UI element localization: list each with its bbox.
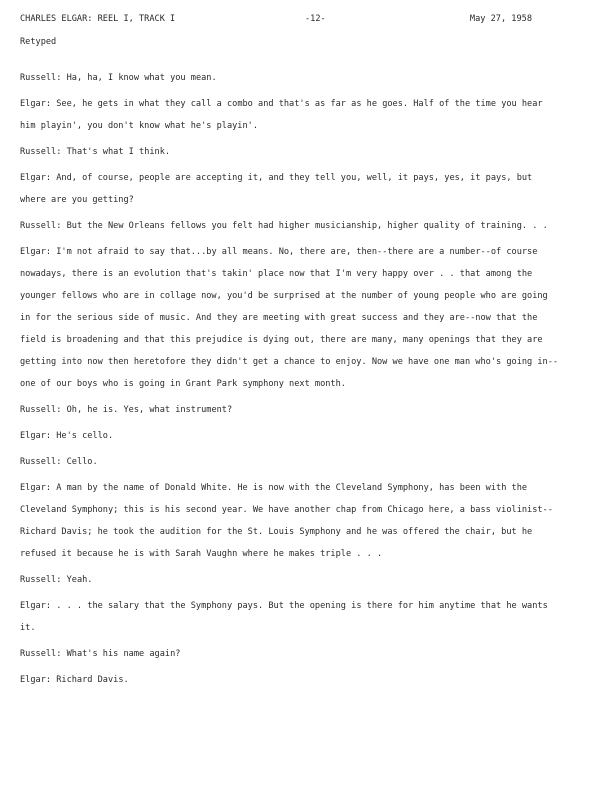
- spoken-text: What's his name again?: [66, 649, 181, 659]
- spoken-text: Oh, he is. Yes, what instrument?: [66, 405, 233, 415]
- spoken-text: But the New Orleans fellows you felt had higher musicianship, higher quality of training. . .: [66, 221, 548, 231]
- transcript-body: [20, 67, 560, 695]
- spoken-text: See, he gets in what they call a combo and that's as far as he goes. Half of the time you hear him playin', you don't know what he's playin'.: [20, 99, 543, 131]
- transcript-line: [20, 67, 560, 89]
- transcript-line: [20, 167, 560, 211]
- speaker-label: Elgar:: [20, 173, 52, 183]
- header-date: May 27, 1958: [469, 14, 532, 24]
- speaker-label: Russell:: [20, 575, 62, 585]
- speaker-label: Russell:: [20, 73, 62, 83]
- speaker-label: Elgar:: [20, 99, 52, 109]
- transcript-line: [20, 399, 560, 421]
- speaker-label: Elgar:: [20, 247, 52, 257]
- page-number: -12-: [305, 14, 326, 24]
- spoken-text: Richard Davis.: [56, 675, 129, 685]
- spoken-text: Cello.: [66, 457, 98, 467]
- transcript-line: [20, 141, 560, 163]
- spoken-text: Yeah.: [66, 575, 93, 585]
- transcript-line: [20, 93, 560, 137]
- transcript-line: [20, 425, 560, 447]
- transcript-line: [20, 595, 560, 639]
- transcript-line: [20, 569, 560, 591]
- transcript-line: [20, 477, 560, 565]
- transcript-line: [20, 451, 560, 473]
- page-header: [20, 14, 532, 28]
- retyped-note: Retyped: [20, 37, 57, 47]
- transcript-line: [20, 215, 560, 237]
- header-title: CHARLES ELGAR: REEL I, TRACK I: [20, 14, 176, 24]
- spoken-text: He's cello.: [56, 431, 114, 441]
- transcript-line: [20, 643, 560, 665]
- speaker-label: Elgar:: [20, 483, 52, 493]
- spoken-text: And, of course, people are accepting it, and they tell you, well, it pays, yes, it pays, but where are you getting?: [20, 173, 533, 205]
- speaker-label: Russell:: [20, 649, 62, 659]
- transcript-line: [20, 241, 560, 395]
- spoken-text: That's what I think.: [66, 147, 171, 157]
- spoken-text: I'm not afraid to say that...by all means. No, there are, then--there are a number--of course nowadays, there is an evolution that's takin' place now that I'm very happy over . . that among the younger fellows who are in collage now, you'd be surprised at the number of young people who are going in for the serious side of music. And they are meeting with great success and they are--now that the field is broadening and that this prejudice is dying out, there are many, many openings that they are getting into now then heretofore they didn't get a chance to enjoy. Now we have one man who's going in--one of our boys who is going in Grant Park symphony next month.: [20, 247, 559, 389]
- speaker-label: Elgar:: [20, 601, 52, 611]
- speaker-label: Russell:: [20, 405, 62, 415]
- speaker-label: Russell:: [20, 147, 62, 157]
- spoken-text: A man by the name of Donald White. He is now with the Cleveland Symphony, has been with the Cleveland Symphony; this is his second year. We have another chap from Chicago here, a bass violinist--Richard Davis; he took the audition for the St. Louis Symphony and he was offered the chair, but he refused it because he is with Sarah Vaughn where he makes triple . . .: [20, 483, 553, 559]
- speaker-label: Elgar:: [20, 431, 52, 441]
- transcript-line: [20, 669, 560, 691]
- speaker-label: Russell:: [20, 457, 62, 467]
- spoken-text: Ha, ha, I know what you mean.: [66, 73, 217, 83]
- spoken-text: . . . the salary that the Symphony pays. But the opening is there for him anytime that he wants it.: [20, 601, 548, 633]
- speaker-label: Elgar:: [20, 675, 52, 685]
- speaker-label: Russell:: [20, 221, 62, 231]
